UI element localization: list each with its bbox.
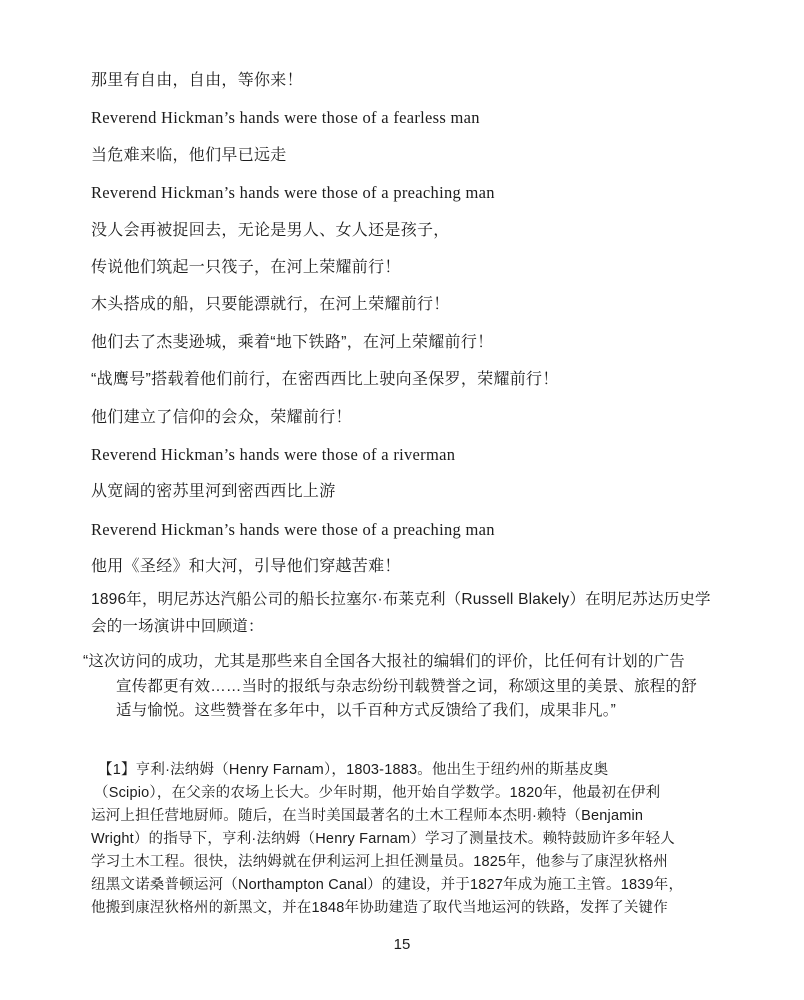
body-paragraph [91,587,751,640]
poem-line: 木头搭成的船，只要能漂就行，在河上荣耀前行！ [91,296,450,314]
poem-line: 从宽阔的密苏里河到密西西比上游 [91,483,336,501]
footnote-line: 运河上担任营地厨师。随后，在当时美国最著名的土木工程师本杰明·赖特（Benjamin [91,808,644,824]
poem-line: “战鹰号”搭载着他们前行，在密西西比上驶向圣保罗，荣耀前行！ [91,371,559,389]
quote-line: “这次访问的成功，尤其是那些来自全国各大报社的编辑们的评价，比任何有计划的广告 [83,653,685,670]
poem-line: Reverend Hickman’s hands were those of a fearless man [91,108,480,128]
poem-line: 他们建立了信仰的会众，荣耀前行！ [91,408,352,426]
footnote-line: 学习土木工程。很快，法纳姆就在伊利运河上担任测量员。1825年，他参与了康涅狄格州 [91,854,668,870]
block-quote [83,650,751,724]
poem-line: Reverend Hickman’s hands were those of a preaching man [91,183,495,203]
footnote-line: 纽黑文诺桑普顿运河（Northampton Canal）的建设，并于1827年成为施工主管。1839年， [91,877,684,893]
poem-line: 传说他们筑起一只筏子，在河上荣耀前行！ [91,259,401,277]
poem-line: 没人会再被捉回去，无论是男人、女人还是孩子， [91,221,450,239]
poem-line: 当危难来临，他们早已远走 [91,146,287,164]
footnote-line: （Scipio），在父亲的农场上长大。少年时期，他开始自学数学。1820年，他最初在伊利 [94,785,661,801]
footnote-line: 【1】亨利·法纳姆（Henry Farnam），1803-1883。他出生于纽约州的斯基皮奥 [98,762,609,778]
footnote-line: Wright）的指导下，亨利·法纳姆（Henry Farnam）学习了测量技术。赖特鼓励许多年轻人 [91,831,675,847]
page-number: 15 [393,936,411,953]
footnote-line: 他搬到康涅狄格州的新黑文，并在1848年协助建造了取代当地运河的铁路，发挥了关键作 [91,900,668,916]
poem-line: Reverend Hickman’s hands were those of a riverman [91,445,456,465]
poem-line: 那里有自由，自由，等你来！ [91,72,303,89]
paragraph-line: 会的一场演讲中回顾道： [91,617,264,635]
quote-line: 宣传都更有效……当时的报纸与杂志纷纷刊载赞誉之词，称颂这里的美景、旅程的舒 [116,677,697,695]
footnote-block [91,759,751,920]
poem-line: 他们去了杰斐逊城，乘着“地下铁路”，在河上荣耀前行！ [91,333,494,351]
poem-line: 他用《圣经》和大河，引导他们穿越苦难！ [91,558,401,576]
quote-line: 适与愉悦。这些赞誉在多年中，以千百种方式反馈给了我们，成果非凡。” [116,702,617,720]
poem-stanza [91,62,751,586]
poem-line: Reverend Hickman’s hands were those of a preaching man [91,519,495,539]
paragraph-line: 1896年，明尼苏达汽船公司的船长拉塞尔·布莱克利（Russell Blakely）在明尼苏达历史学 [91,591,711,608]
